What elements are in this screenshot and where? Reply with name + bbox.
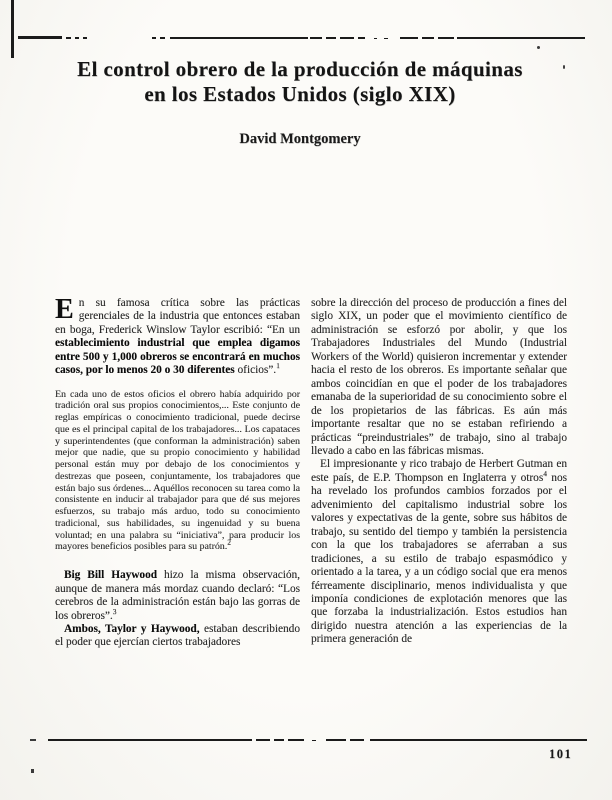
scan-artifact-top-rule xyxy=(438,37,454,39)
opening-tail-text: oficios”. xyxy=(237,364,277,377)
author-name: David Montgomery xyxy=(239,131,361,147)
scan-artifact-top-rule xyxy=(340,37,354,39)
article-title-line1: El control obrero de la producción de máquinas xyxy=(77,57,523,81)
drop-cap: E xyxy=(55,294,74,325)
page-number: 101 xyxy=(549,747,573,761)
haywood-paragraph xyxy=(55,569,300,623)
scan-artifact-top-rule xyxy=(326,37,336,39)
scan-speck xyxy=(537,46,540,49)
footnote-marker-3: 3 xyxy=(112,606,117,616)
scan-artifact-left-bar xyxy=(11,0,14,58)
scan-artifact-top-rule xyxy=(310,37,322,39)
scan-speck xyxy=(31,769,34,773)
article-title-line2: en los Estados Unidos (siglo XIX) xyxy=(144,82,456,106)
footer-rule xyxy=(48,739,252,741)
gutman-text-after: nos ha revelado los profundos cambios forzados por el advenimiento del capitalismo industrial sobre los valores y expectativas de la gente, sobre sus hábitos de trabajo, su sentido del tiempo y también la persistencia con la que los trabajadores se aferraban a sus tradiciones, a su estilo de trabajo espasmódico y orientado a la tarea, y a un código social que era menos férreamente disciplinario, menos individualista y que imponía condiciones de explotación menores que las que forzaba la industrialización. Estos estudios han dirigido nuestra atención a las experiencias de la primera generación de xyxy=(311,471,567,646)
opening-lead-text: n su famosa crítica sobre las prácticas gerenciales de la industria que entonces estaban en boga, Frederick Winslow Taylor escribió: “En un xyxy=(55,297,300,336)
opening-emphasis-text: establecimiento industrial que emplea digamos entre 500 y 1,000 obreros se encontrará en muchos casos, por lo menos 20 o 30 diferentes xyxy=(55,337,300,377)
closing-lead: Ambos, Taylor y Haywood, xyxy=(64,623,200,636)
scan-artifact-top-rule xyxy=(152,37,156,39)
blockquote-text: En cada uno de estos oficios el obrero había adquirido por tradición oral sus propios conocimientos,... Este conjunto de reglas empíricas o conocimiento tradicional, puede decirse que es el principal capital de los trabajadores... Los capataces y superintendentes (que conforman la administración) saben mejor que nadie, que su propio conocimiento y habilidad personal están muy por debajo de los conocimientos y destrezas que poseen, conjuntamente, los trabajadores que están bajo sus órdenes... Aquéllos reconocen su tarea como la consistente en inducir al trabajador para que dé sus mejores esfuerzos, su trabajo más arduo, todo su conocimiento tradicional, sus habilidades, su ingenuidad y su buena voluntad; en una palabra su “iniciativa”, para producir los mayores beneficios posibles para su patrón. xyxy=(55,388,300,553)
haywood-lead: Big Bill Haywood xyxy=(64,569,158,582)
left-column xyxy=(55,294,300,650)
haywood-text: hizo la misma observación, aunque de manera más mordaz cuando declaró: “Los cerebros de la administración están bajo las gorras de los obreros”. xyxy=(55,569,300,622)
footer-rule xyxy=(274,739,284,741)
scan-speck xyxy=(30,739,36,741)
scan-artifact-top-rule xyxy=(83,37,87,39)
continuation-paragraph: sobre la dirección del proceso de producción a fines del siglo XIX, un poder que el movimiento científico de administración se esforzó por abolir, y que los Trabajadores Industriales del Mundo (Industrial Workers of the World) quisieron incrementar y extender hacia el resto de los obreros. Es importante señalar que ambos coincidían en que el poder de los trabajadores emanaba de la superioridad de su conocimiento sobre el de los propietarios de las fábricas. Es aún más importante resaltar que no se estaban refiriendo a prácticas “preindustriales” de trabajo, sino al trabajo llevado a cabo en las fábricas mismas. xyxy=(311,297,567,457)
scan-artifact-top-rule xyxy=(170,37,308,39)
article-title xyxy=(0,57,600,107)
closing-paragraph xyxy=(55,623,300,650)
scan-artifact-top-rule xyxy=(374,38,377,39)
footer-rule xyxy=(350,739,364,741)
closing-text: estaban describiendo el poder que ejercían ciertos trabajadores xyxy=(55,623,300,649)
scan-artifact-top-rule xyxy=(384,38,388,39)
footer-rule xyxy=(370,739,587,741)
scan-artifact-top-rule xyxy=(160,37,165,39)
gutman-paragraph xyxy=(311,458,567,646)
footer-rule xyxy=(326,739,346,741)
scan-artifact-top-rule xyxy=(66,37,71,39)
footer-rule xyxy=(312,740,316,741)
scan-artifact-top-rule xyxy=(18,36,62,39)
gutman-text-before: El impresionante y rico trabajo de Herbert Gutman en este país, de E.P. Thompson en Inglaterra y otros xyxy=(311,458,567,484)
scan-artifact-top-rule xyxy=(400,37,418,39)
scan-artifact-top-rule xyxy=(422,37,434,39)
footer-rule xyxy=(256,739,270,741)
right-column xyxy=(311,297,567,647)
footnote-marker-4: 4 xyxy=(543,469,547,479)
footer-rule xyxy=(288,739,304,741)
footnote-marker-1: 1 xyxy=(276,361,280,371)
scan-artifact-top-rule xyxy=(358,37,365,39)
footnote-marker-2: 2 xyxy=(227,538,231,548)
scan-artifact-top-rule xyxy=(457,37,585,39)
scan-artifact-top-rule xyxy=(75,37,79,39)
opening-paragraph xyxy=(55,294,300,378)
taylor-blockquote xyxy=(55,389,300,554)
